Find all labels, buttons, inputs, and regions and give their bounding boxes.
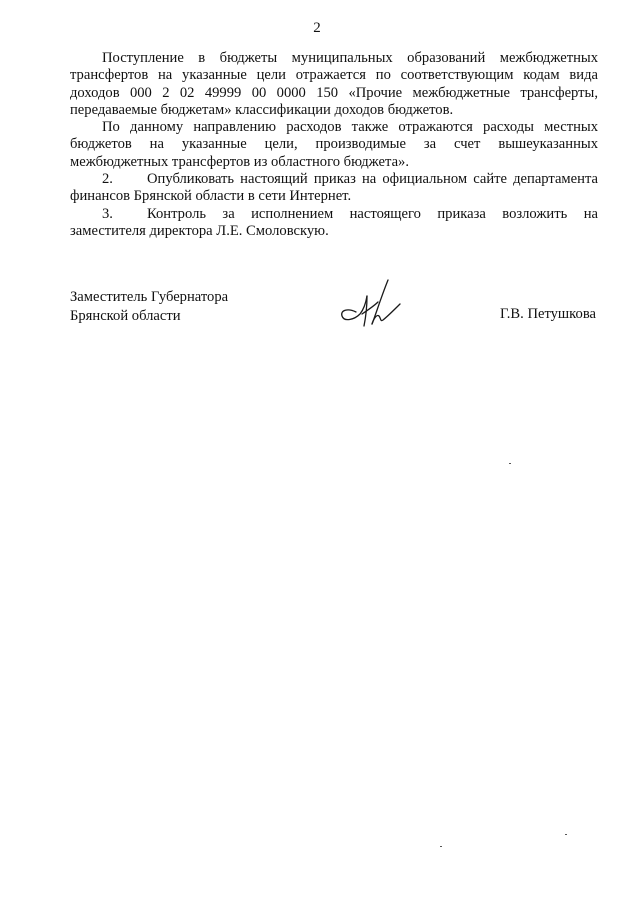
scan-speck <box>440 846 442 847</box>
scan-speck <box>509 463 511 464</box>
paragraph-expenses: По данному направлению расходов также отражаются расходы местных бюджетов на указанные цели, производимые за счет вышеуказанных межбюджетных трансфертов из областного бюджета». <box>70 119 598 170</box>
numbered-items <box>70 171 598 240</box>
handwritten-signature <box>336 274 406 336</box>
item-control <box>70 206 598 241</box>
signature-block <box>70 288 598 348</box>
scan-speck <box>565 834 567 835</box>
item-text: Опубликовать настоящий приказ на официальном сайте департамента финансов Брянской области в сети Интернет. <box>70 171 598 205</box>
document-body <box>70 50 598 240</box>
item-text: Контроль за исполнением настоящего приказа возложить на заместителя директора Л.Е. Смоловскую. <box>70 205 598 239</box>
item-number: 2. <box>102 171 113 188</box>
signer-title-line1: Заместитель Губернатора <box>70 289 229 305</box>
page-number: 2 <box>313 20 321 36</box>
signer-name: Г.В. Петушкова <box>499 306 596 322</box>
paragraph-revenue: Поступление в бюджеты муниципальных образований межбюджетных трансфертов на указанные цели отражается по соответствующим кодам вида доходов 000 2 02 49999 00 0000 150 «Прочие межбюджетные трансферты, передаваемые бюджетам» классификации доходов бюджетов. <box>70 50 598 118</box>
signer-title-line2: Брянской области <box>70 308 181 324</box>
signer-title <box>70 288 228 326</box>
item-number: 3. <box>102 205 113 222</box>
item-publish <box>70 171 598 206</box>
